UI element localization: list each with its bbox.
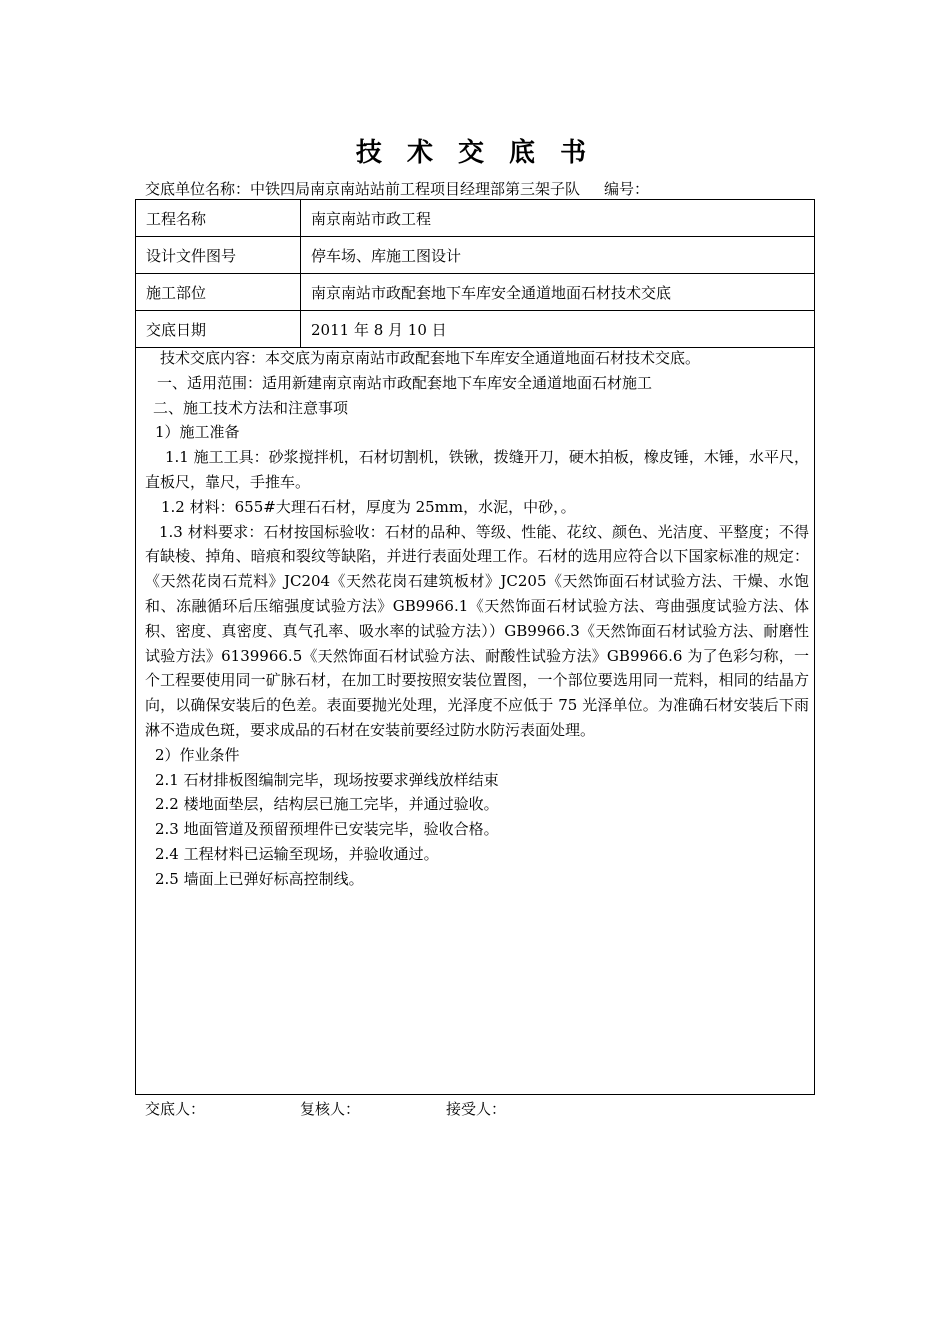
number-label: 编号：: [604, 180, 650, 198]
table-row: [136, 274, 815, 311]
receiver-label: 接受人：: [446, 1100, 507, 1118]
reviewer-label: 复核人：: [300, 1100, 361, 1118]
row-label-location: 施工部位: [136, 274, 301, 311]
table-row: [136, 200, 815, 237]
condition-item: 2.5 墙面上已弹好标高控制线。: [155, 869, 364, 888]
section-methods: 二、施工技术方法和注意事项: [153, 398, 349, 417]
row-value-location: 南京南站市政配套地下车库安全通道地面石材技术交底: [301, 274, 815, 311]
subsection-conditions: 2）作业条件: [155, 745, 240, 764]
row-label-drawing-no: 设计文件图号: [136, 237, 301, 274]
document-title: 技 术 交 底 书: [355, 138, 595, 168]
item-materials: 1.2 材料：655#大理石石材，厚度为 25mm，水泥，中砂，。: [161, 497, 576, 516]
condition-item: 2.2 楼地面垫层，结构层已施工完毕，并通过验收。: [155, 795, 499, 814]
row-label-project-name: 工程名称: [136, 200, 301, 237]
item-tools: 1.1 施工工具：砂浆搅拌机，石材切割机，铁锹，拨缝开刀，硬木拍板，橡皮锤，木锤，水平尺，直板尺，靠尺，手推车。: [145, 448, 809, 491]
subsection-preparation: 1）施工准备: [155, 423, 240, 442]
presenter-label: 交底人：: [145, 1100, 206, 1118]
info-table: [135, 199, 815, 348]
row-label-date: 交底日期: [136, 311, 301, 348]
condition-item: 2.4 工程材料已运输至现场，并验收通过。: [155, 844, 439, 863]
row-value-drawing-no: 停车场、库施工图设计: [301, 237, 815, 274]
row-value-date: 2011 年 8 月 10 日: [301, 311, 815, 348]
unit-name-label: 交底单位名称：中铁四局南京南站站前工程项目经理部第三架子队: [145, 180, 581, 198]
condition-item: 2.3 地面管道及预留预埋件已安装完毕，验收合格。: [155, 820, 499, 839]
table-row: [136, 237, 815, 274]
content-body: [145, 346, 809, 892]
content-intro: 技术交底内容：本交底为南京南站市政配套地下车库安全通道地面石材技术交底。: [160, 349, 701, 367]
row-value-project-name: 南京南站市政工程: [301, 200, 815, 237]
section-scope: 一、适用范围：适用新建南京南站市政配套地下车库安全通道地面石材施工: [157, 373, 653, 392]
signature-line: [145, 1098, 506, 1119]
condition-item: 2.1 石材排板图编制完毕，现场按要求弹线放样结束: [155, 770, 499, 789]
item-material-requirements: 1.3 材料要求：石材按国标验收：石材的品种、等级、性能、花纹、颜色、光洁度、平整度；不得有缺棱、掉角、暗痕和裂纹等缺陷，并进行表面处理工作。石材的选用应符合以下国家标准的规定：《天然花岗石荒料》JC204《天然花岗石建筑板材》JC205《天然饰面石材试验方法、干燥、水饱和、冻融循环后压缩强度试验方法》GB9966.1《天然饰面石材试验方法、弯曲强度试验方法、体积、密度、真密度、真气孔率、吸水率的试验方法））GB9966.3《天然饰面石材试验方法、耐磨性试验方法》6139966.5《天然饰面石材试验方法、耐酸性试验方法》GB9966.6 为了色彩匀称，一个工程要使用同一矿脉石材，在加工时要按照安装位置图，一个部位要选用同一荒料，相同的结晶方向，以确保安装后的色差。表面要抛光处理，光泽度不应低于 75 光泽单位。为准确石材安装后下雨淋不造成色斑，要求成品的石材在安装前要经过防水防污表面处理。: [145, 522, 809, 739]
table-row: [136, 311, 815, 348]
header-line: [145, 178, 649, 199]
